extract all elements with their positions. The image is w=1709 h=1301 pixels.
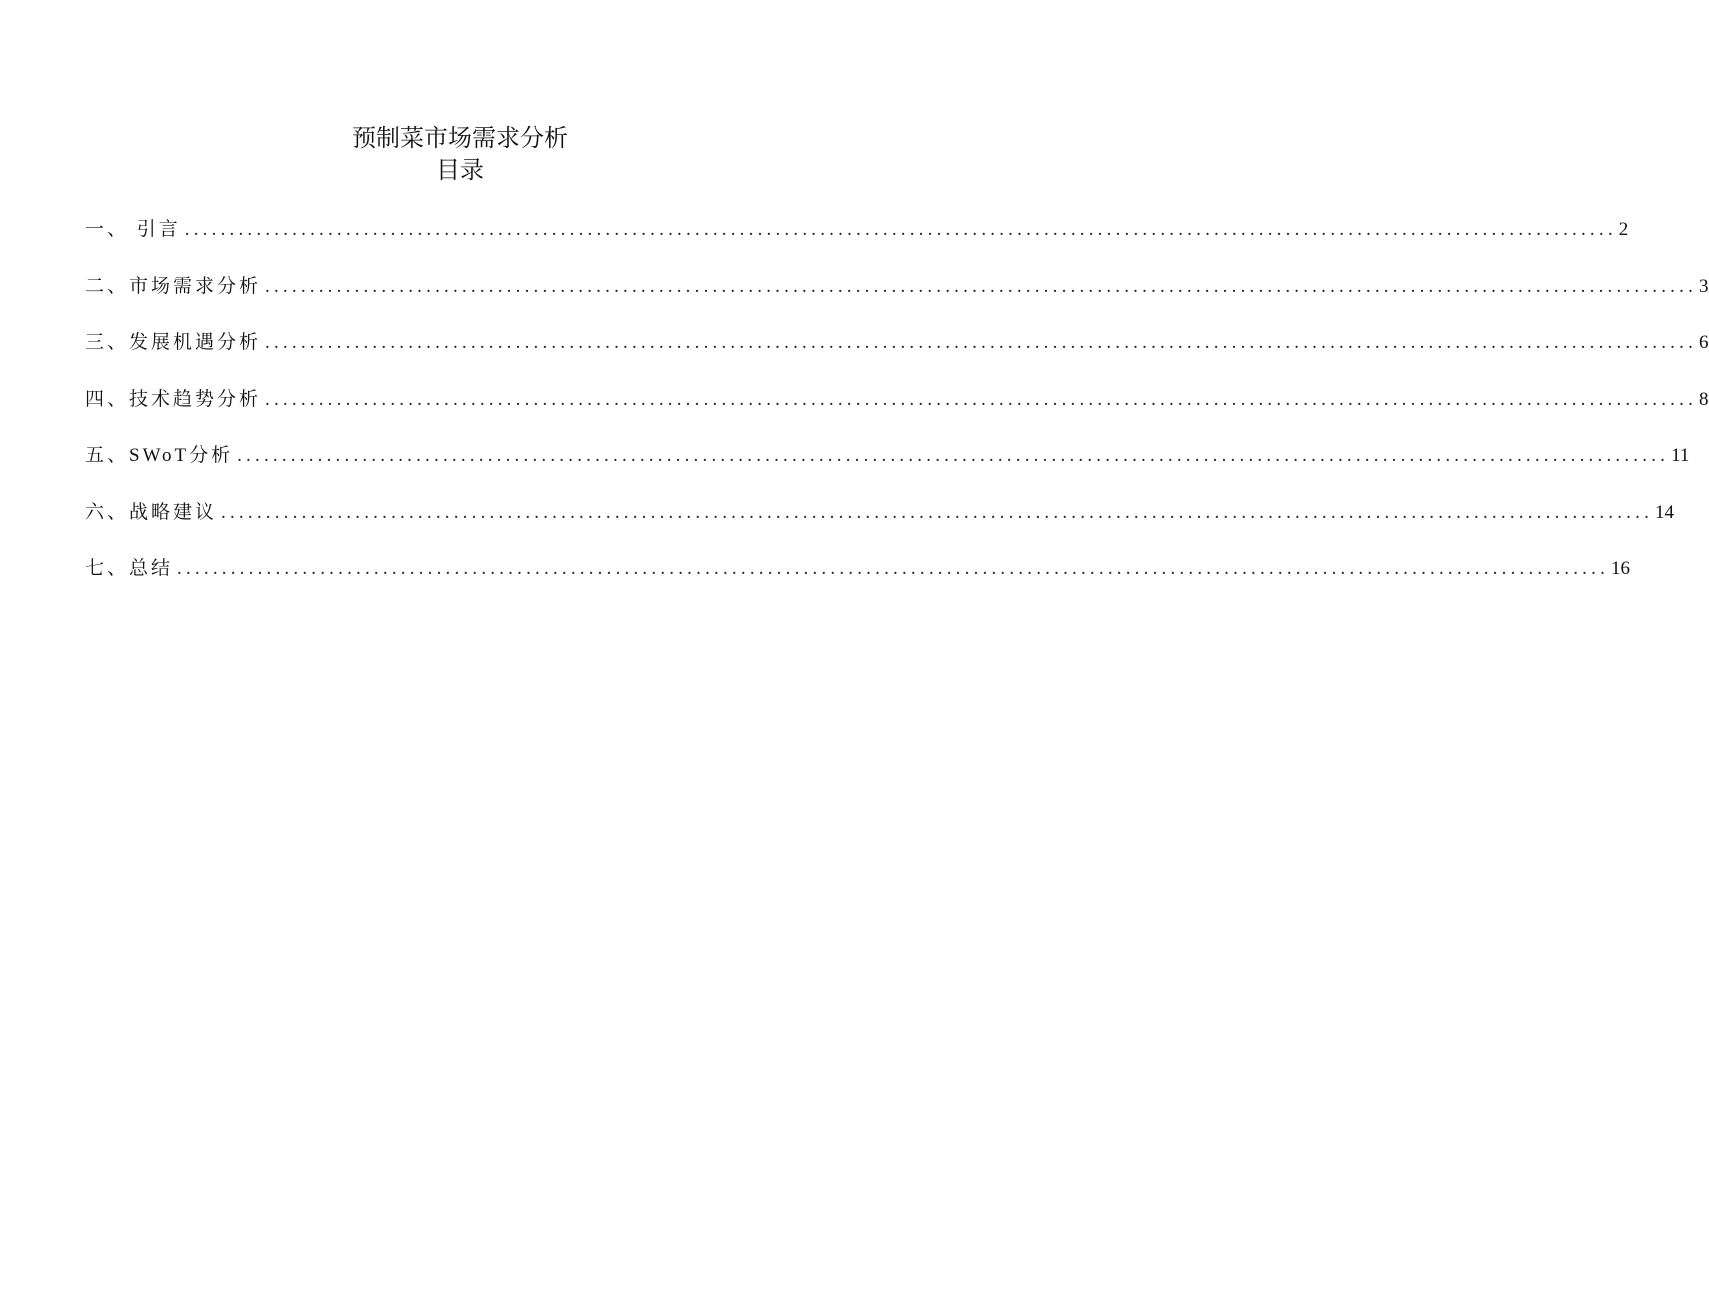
toc-entry-page-number: 2 <box>1618 219 1629 240</box>
toc-entry-page-number: 11 <box>1671 445 1690 466</box>
toc-entry-page-number: 6 <box>1699 332 1709 353</box>
toc-entry-page-number: 14 <box>1655 501 1675 523</box>
toc-entry-opportunities[interactable] <box>85 329 1709 386</box>
toc-entry-introduction[interactable] <box>85 216 1629 273</box>
toc-entry-label: 二、市场需求分析 <box>85 275 262 297</box>
document-title: 预制菜市场需求分析 <box>352 126 568 152</box>
toc-entry-page-number: 3 <box>1699 275 1709 297</box>
toc-leader-dots: ................................................................................................................................................................ <box>221 501 1654 523</box>
table-of-contents <box>85 216 1709 612</box>
toc-leader-dots: ................................................................................................................................................................ <box>184 219 1617 240</box>
toc-entry-label: 七、总结 <box>85 558 174 579</box>
toc-entry-swot[interactable] <box>85 442 1690 499</box>
toc-entry-summary[interactable] <box>85 555 1631 612</box>
toc-leader-dots: ................................................................................................................................................................ <box>265 388 1698 410</box>
toc-entry-strategy[interactable] <box>85 499 1675 556</box>
toc-entry-label: 一、 引言 <box>85 219 181 240</box>
toc-leader-dots: ................................................................................................................................................................ <box>237 445 1670 466</box>
toc-entry-label: 四、技术趋势分析 <box>85 388 262 410</box>
toc-entry-page-number: 16 <box>1611 558 1631 579</box>
toc-entry-page-number: 8 <box>1699 388 1709 410</box>
toc-leader-dots: ................................................................................................................................................................ <box>177 558 1610 579</box>
toc-entry-technology-trends[interactable] <box>85 386 1709 443</box>
toc-leader-dots: ................................................................................................................................................................ <box>265 332 1698 353</box>
toc-heading: 目录 <box>436 158 484 184</box>
toc-entry-market-demand[interactable] <box>85 273 1709 330</box>
toc-entry-label: 六、战略建议 <box>85 501 218 523</box>
toc-entry-label: 五、SWoT分析 <box>85 445 234 466</box>
toc-leader-dots: ................................................................................................................................................................ <box>265 275 1698 297</box>
toc-entry-label: 三、发展机遇分析 <box>85 332 262 353</box>
